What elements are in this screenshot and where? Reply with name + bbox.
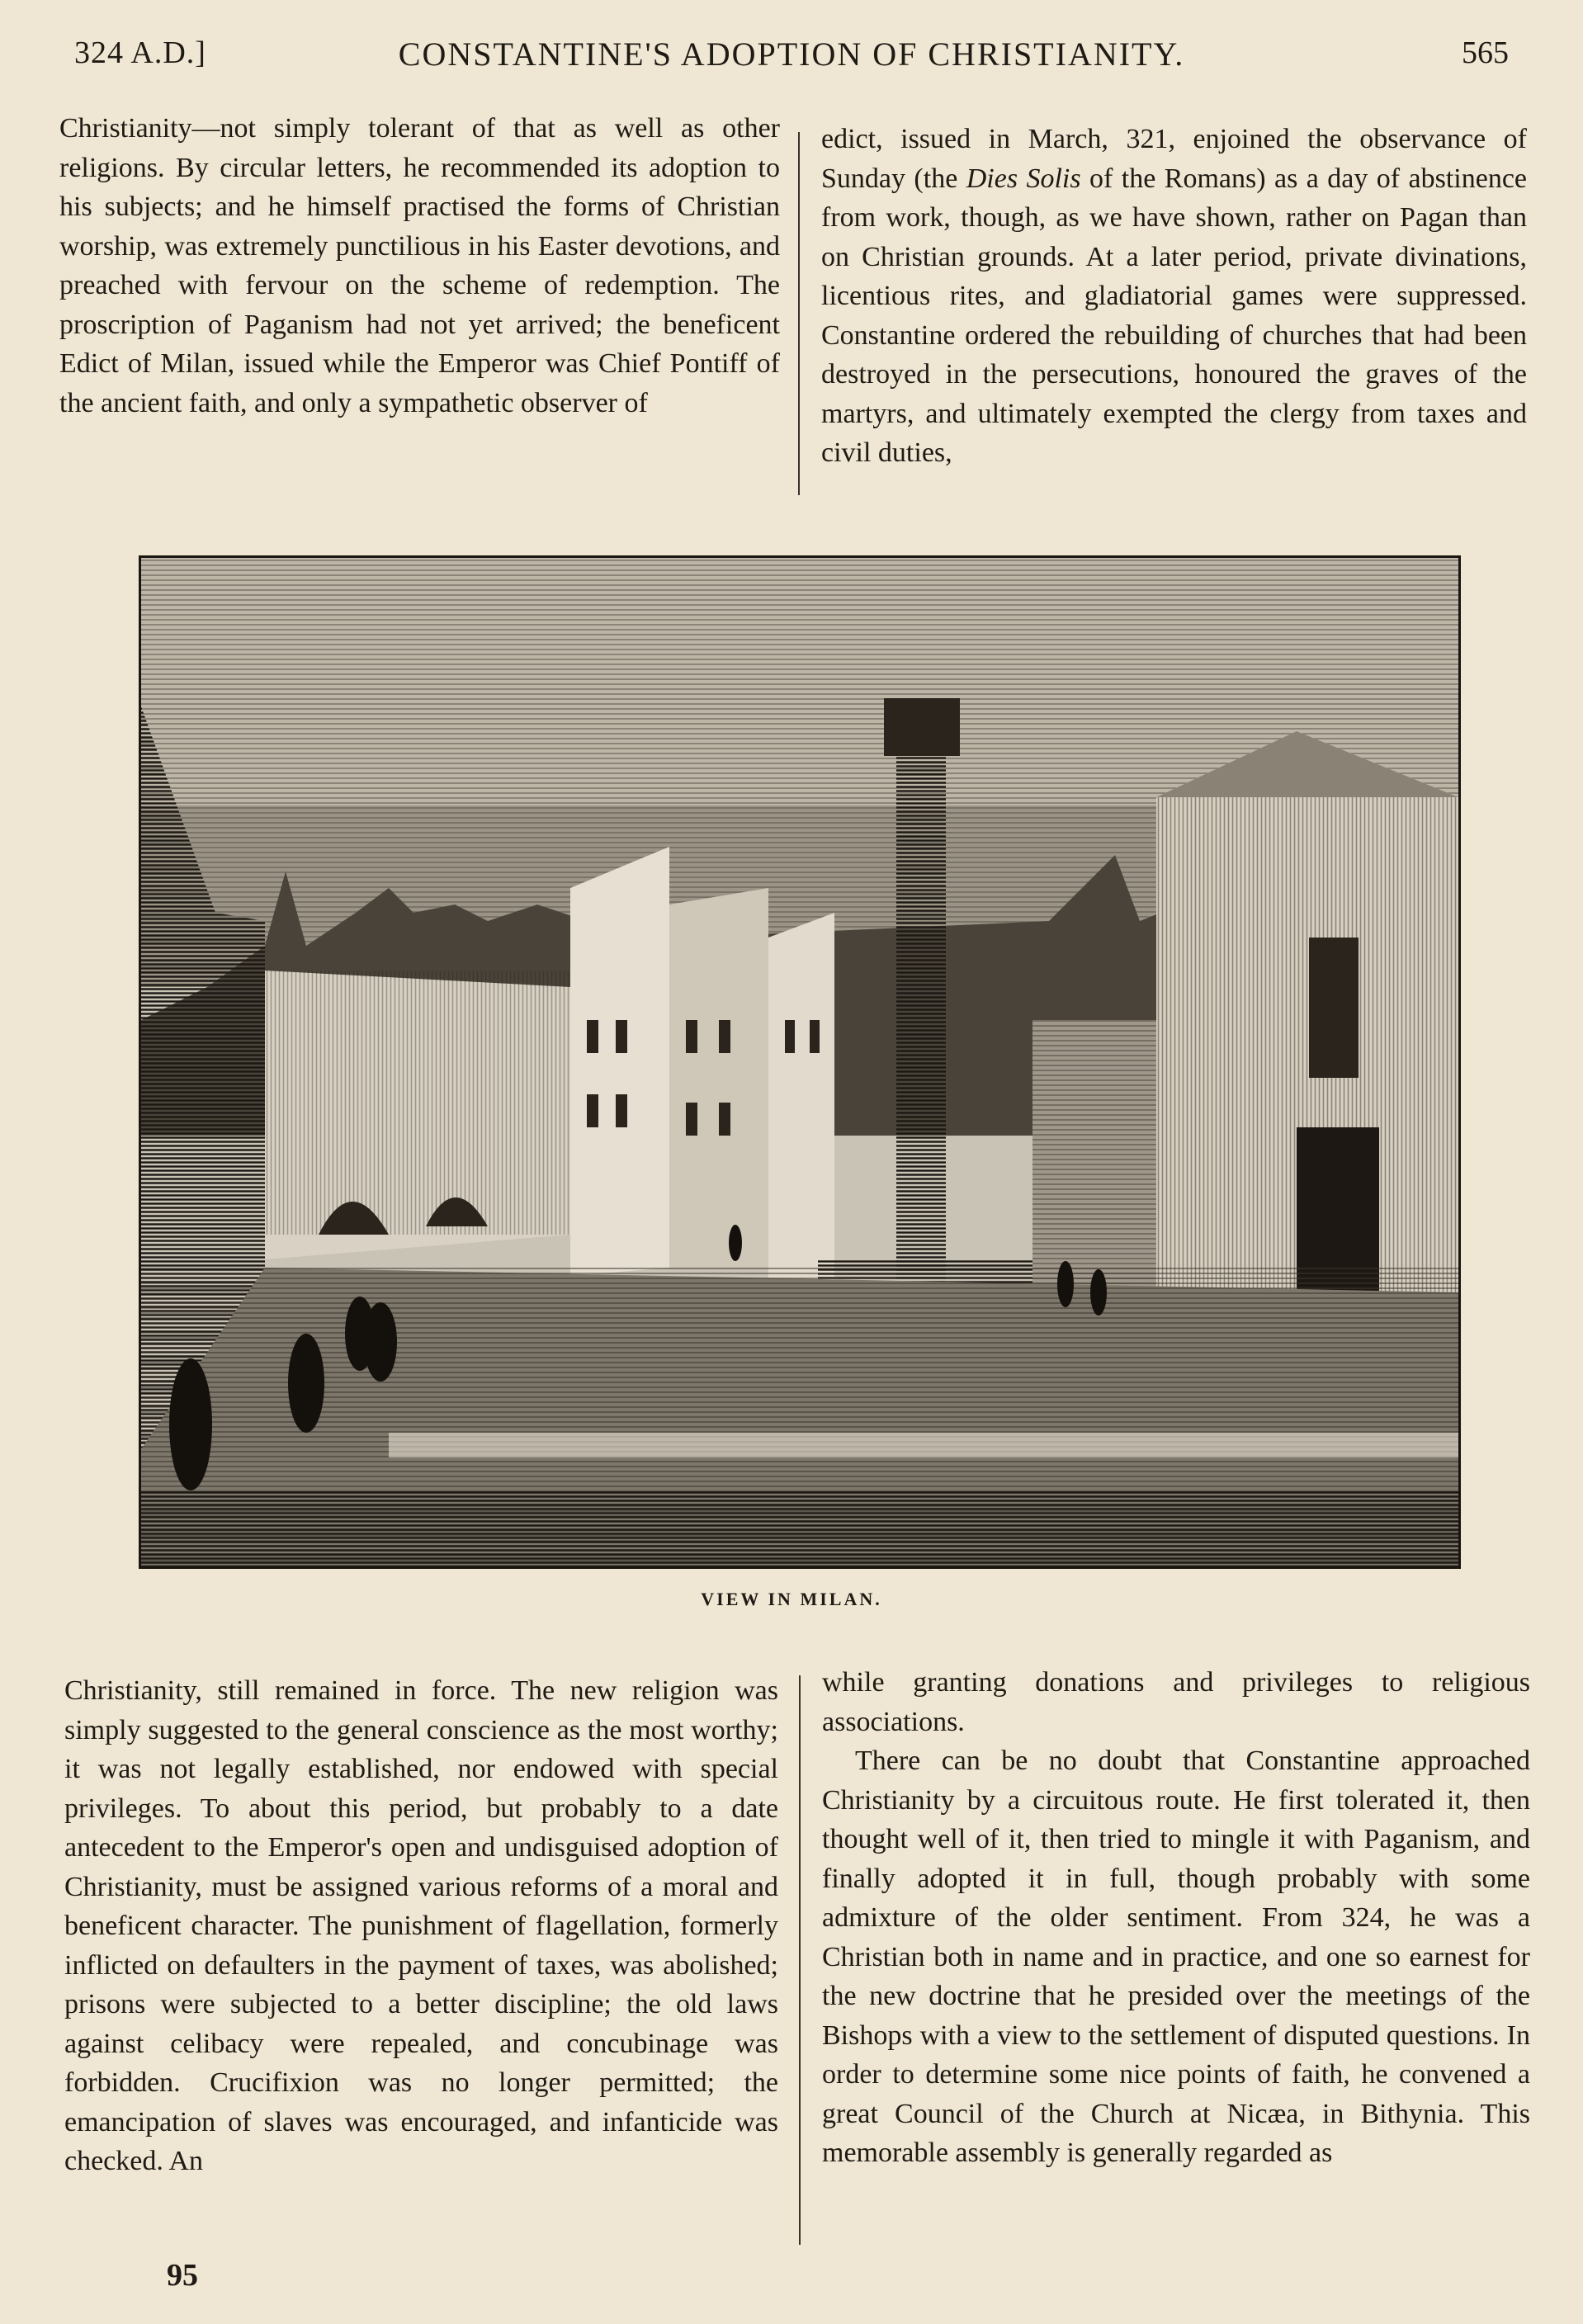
text-run: edict, issued in March, 321, enjoined the observance of Sunday (the bbox=[821, 124, 1527, 194]
text-run: of the Romans) as a day of abstinence from work, though, as we have shown, rather on Pagan than on Christian grounds. At a later period, private divinations, licentious rites, and gladiatorial games were suppressed. Constantine ordered the rebuilding of churches that had been destroyed in the persecutions, honoured the graves of the martyrs, and ultimately exempted the clergy from taxes and civil duties, bbox=[821, 163, 1528, 468]
column-top-right bbox=[821, 120, 1527, 473]
column-rule-top bbox=[798, 132, 800, 495]
column-bottom-left bbox=[64, 1671, 778, 2181]
page-number: 565 bbox=[1462, 35, 1509, 70]
paragraph bbox=[821, 120, 1527, 473]
illustration-caption: VIEW IN MILAN. bbox=[701, 1589, 882, 1609]
header-date: 324 A.D.] bbox=[74, 35, 206, 70]
paragraph: There can be no doubt that Constantine approached Christianity by a circuitous route. He first tolerated it, then thought well of it, then tried to mingle it with Paganism, and finally adopted it in full, though probably with some admixture of the older sentiment. From 324, he was a Christian both in name and in practice, and one so earnest for the new doctrine that he presided over the meetings of the Bishops with a view to the settlement of disputed questions. In order to determine some nice points of faith, he convened a great Council of the Church at Nicæa, in Bithynia. This memorable assembly is generally regarded as bbox=[822, 1745, 1530, 2168]
emphasis-text: Dies Solis bbox=[966, 163, 1081, 194]
paragraph: while granting donations and privileges to religious associations. bbox=[822, 1667, 1530, 1737]
engraving bbox=[141, 558, 1458, 1566]
column-bottom-right bbox=[822, 1663, 1530, 2173]
column-top-left bbox=[59, 109, 780, 423]
paragraph: Christianity—not simply tolerant of that as well as other religions. By circular letters, he recommended its adoption to his subjects; and he himself practised the forms of Christian worship, was extremely punctilious in his Easter devotions, and preached with fervour on the scheme of redemption. The proscription of Paganism had not yet arrived; the beneficent Edict of Milan, issued while the Emperor was Chief Pontiff of the ancient faith, and only a sympathetic observer of bbox=[59, 113, 780, 418]
header-title: CONSTANTINE'S ADOPTION OF CHRISTIANITY. bbox=[398, 35, 1185, 73]
running-header bbox=[74, 35, 1509, 84]
paragraph: Christianity, still remained in force. The new religion was simply suggested to the general conscience as the most worthy; it was not legally established, nor endowed with special privileges. To about this period, but probably to a date antecedent to the Emperor's open and undisguised adoption of Christianity, must be assigned various reforms of a moral and beneficent character. The punishment of flagellation, formerly inflicted on defaulters in the payment of taxes, was abolished; prisons were subjected to a better discipline; the old laws against celibacy were repealed, and concubinage was forbidden. Crucifixion was no longer permitted; the emancipation of slaves was encouraged, and infanticide was checked. An bbox=[64, 1675, 778, 2176]
signature-mark: 95 bbox=[167, 2258, 198, 2293]
column-rule-bottom bbox=[799, 1675, 801, 2245]
illustration-view-in-milan bbox=[139, 555, 1461, 1569]
